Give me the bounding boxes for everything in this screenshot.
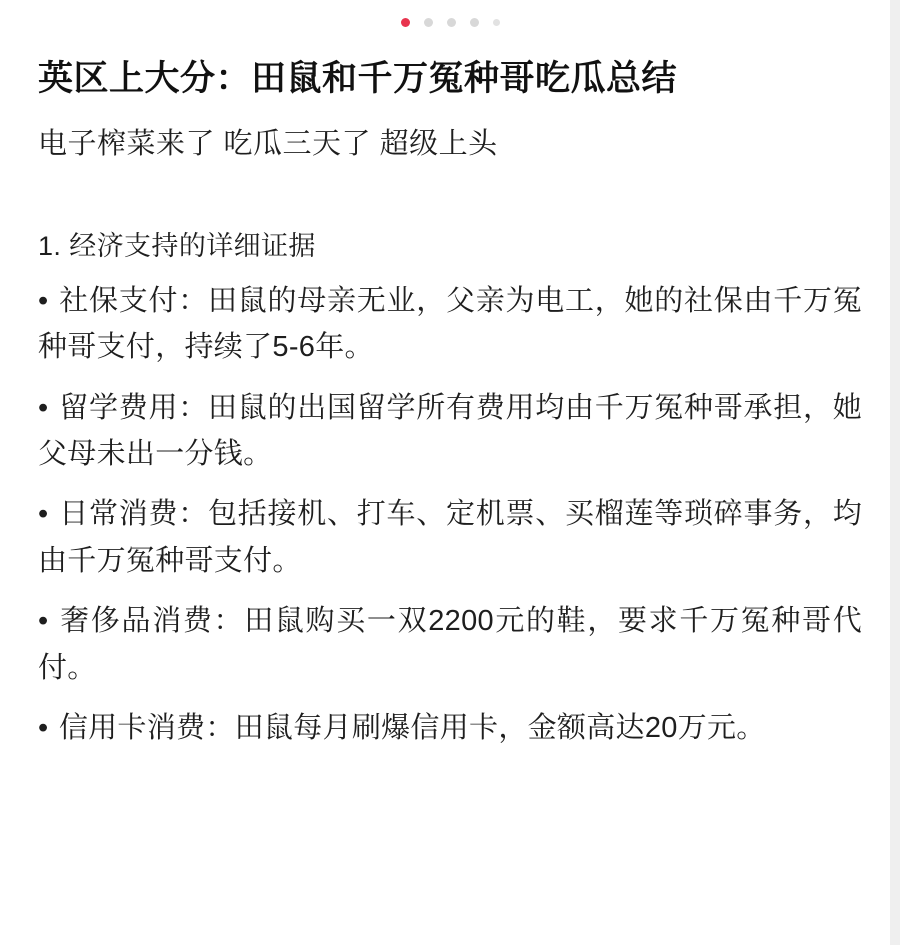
pagination-dot-5[interactable] [493, 19, 500, 26]
article-subtitle: 电子榨菜来了 吃瓜三天了 超级上头 [38, 127, 498, 160]
pagination-dot-1[interactable] [401, 18, 410, 27]
bullet-marker-icon: • [38, 498, 49, 531]
bullet-marker-icon: • [38, 284, 49, 317]
pagination-dot-4[interactable] [470, 18, 479, 27]
list-item [38, 491, 862, 584]
carousel-pagination[interactable] [0, 0, 900, 26]
list-item-text: 留学费用：田鼠的出国留学所有费用均由千万冤种哥承担，她父母未出一分钱。 [38, 391, 862, 471]
list-item-text: 社保支付：田鼠的母亲无业，父亲为电工，她的社保由千万冤种哥支付，持续了5-6年。 [38, 284, 862, 364]
bullet-marker-icon: • [38, 391, 49, 424]
pagination-dot-2[interactable] [424, 18, 433, 27]
article-content [0, 56, 900, 751]
page-title: 英区上大分：田鼠和千万冤种哥吃瓜总结 [38, 59, 678, 98]
list-item [38, 278, 862, 371]
list-item [38, 385, 862, 478]
bullet-marker-icon: • [38, 605, 49, 638]
list-item [38, 705, 862, 751]
list-item-text: 奢侈品消费：田鼠购买一双2200元的鞋，要求千万冤种哥代付。 [38, 605, 862, 684]
evidence-list [38, 278, 862, 752]
list-item [38, 598, 862, 691]
list-item-text: 信用卡消费：田鼠每月刷爆信用卡，金额高达20万元。 [58, 712, 766, 744]
pagination-dot-3[interactable] [447, 18, 456, 27]
list-item-text: 日常消费：包括接机、打车、定机票、买榴莲等琐碎事务，均由千万冤种哥支付。 [38, 498, 862, 577]
bullet-marker-icon: • [38, 712, 49, 744]
page-right-edge [890, 0, 900, 945]
section-heading: 1. 经济支持的详细证据 [38, 231, 316, 262]
